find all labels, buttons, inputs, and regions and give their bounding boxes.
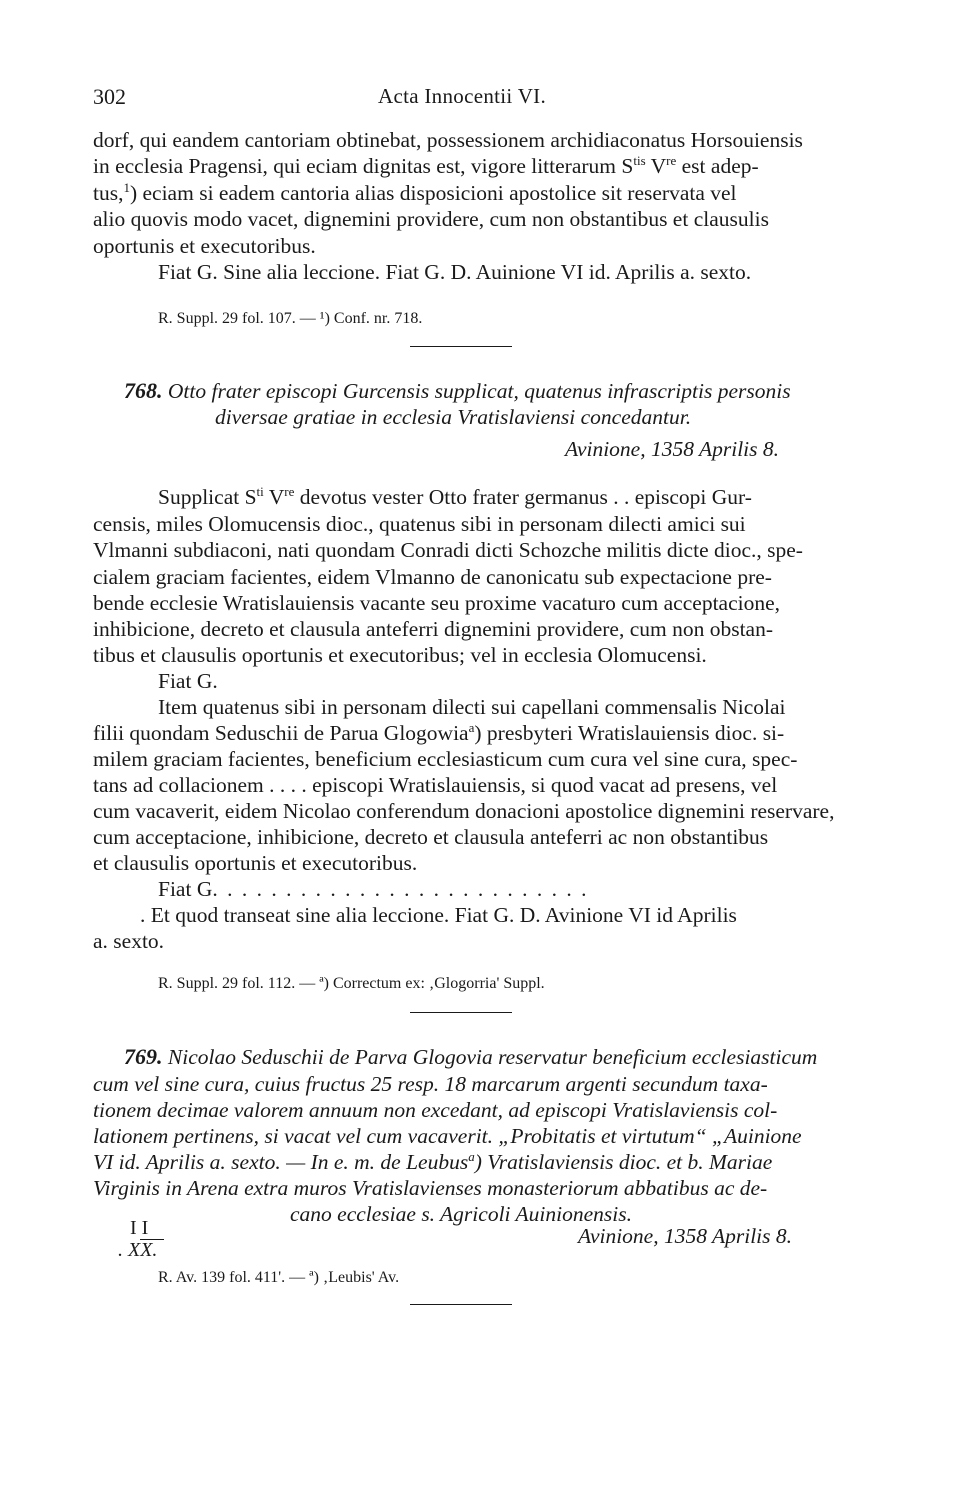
text-segment: devotus vester Otto frater germanus . . episcopi Gur- [294, 485, 752, 509]
text-line: milem graciam facientes, beneficium ecclesiasticum cum cura vel sine cura, spec- [93, 747, 798, 771]
text-segment: filii quondam Seduschii de Parua Glogowia [93, 721, 469, 745]
page-number: 302 [93, 84, 126, 109]
entry-number: 768. [124, 378, 163, 403]
text-line [93, 180, 737, 206]
text-segment: Fiat G [158, 877, 213, 901]
text-segment: V [645, 154, 667, 178]
footnote: R. Suppl. 29 fol. 107. — ¹) Conf. nr. 718. [158, 310, 423, 327]
footnote: R. Suppl. 29 fol. 112. — ª) Correctum ex: ‚Glogorria' Suppl. [158, 975, 545, 992]
entry-summary: cano ecclesiae s. Agricoli Auinionensis. [290, 1202, 632, 1226]
footnote-marker: 1 [123, 179, 130, 195]
text-line: censis, miles Olomucensis dioc., quatenus sibi in personam dilecti amici sui [93, 512, 746, 536]
text-segment: VI id. Aprilis a. sexto. — In e. m. de Leubus [93, 1150, 469, 1174]
entry-summary: Virginis in Arena extra muros Vratislavienses monasteriorum abbatibus ac de- [93, 1176, 768, 1200]
text-segment: in ecclesia Pragensi, qui eciam dignitas est, vigore litterarum S [93, 154, 634, 178]
dot-leader: . . . . . . . . . . . . . . . . . . . . . . . . . . [212, 877, 589, 901]
text-segment: V [263, 485, 285, 509]
entry-summary: Nicolao Seduschii de Parva Glogovia reservatur beneficium ecclesiasticum [167, 1045, 818, 1069]
entry-summary: cum vel sine cura, cuius fructus 25 resp. 18 marcarum argenti secundum taxa- [93, 1072, 768, 1096]
text-segment: est adep- [676, 154, 759, 178]
text-line [93, 720, 784, 746]
text-line: . Et quod transeat sine alia leccione. Fiat G. D. Avinione VI id Aprilis [140, 903, 737, 927]
dateline: Avinione, 1358 Aprilis 8. [565, 437, 780, 461]
text-line: Vlmanni subdiaconi, nati quondam Conradi dicti Schozche militis dicte dioc., spe- [93, 538, 803, 562]
footnote-marker: a [468, 1148, 475, 1164]
text-line: oportunis et executoribus. [93, 234, 316, 258]
running-title: Acta Innocentii VI. [378, 84, 547, 108]
text-line: bende ecclesie Wratislauiensis vacante seu proxime vacaturo cum acceptacione, [93, 591, 781, 615]
text-segment: ) presbyteri Wratislauiensis dioc. si- [474, 721, 785, 745]
divider-rule [410, 1012, 512, 1013]
superscript: ti [256, 483, 264, 499]
text-line [158, 484, 752, 510]
text-line [93, 153, 759, 179]
text-line: Item quatenus sibi in personam dilecti sui capellani commensalis Nicolai [158, 695, 786, 719]
footnote: R. Av. 139 fol. 411'. — ª) ‚Leubis' Av. [158, 1269, 400, 1286]
superscript: re [666, 152, 677, 168]
text-line: tans ad collacionem . . . . episcopi Wratislauiensis, si quod vacat ad presens, vel [93, 773, 778, 797]
text-line: et clausulis oportunis et executoribus. [93, 851, 418, 875]
text-segment: ) Vratislaviensis dioc. et b. Mariae [474, 1150, 773, 1174]
text-line: dorf, qui eandem cantoriam obtinebat, possessionem archidiaconatus Horsouiensis [93, 128, 803, 152]
entry-heading [124, 1044, 817, 1070]
entry-summary: diversae gratiae in ecclesia Vratislaviensi concedantur. [215, 405, 692, 429]
text-line: a. sexto. [93, 929, 165, 953]
entry-summary: tionem decimae valorem annuum non excedant, ad episcopi Vratislaviensis col- [93, 1098, 778, 1122]
text-line: cum acceptacione, inhibicione, decreto et clausula anteferri ac non obstantibus [93, 825, 769, 849]
divider-rule [410, 346, 512, 347]
text-segment: Supplicat S [158, 485, 257, 509]
entry-summary: Otto frater episcopi Gurcensis supplicat, quatenus infrascriptis personis [167, 379, 791, 403]
text-line: Fiat G. [158, 669, 218, 693]
text-line: alio quovis modo vacet, dignemini providere, cum non obstantibus et clausulis [93, 207, 769, 231]
text-line [158, 876, 588, 902]
register-mark: I I [130, 1217, 149, 1239]
text-line: Fiat G. Sine alia leccione. Fiat G. D. Auinione VI id. Aprilis a. sexto. [158, 260, 752, 284]
entry-number: 769. [124, 1044, 163, 1069]
text-segment: tus, [93, 181, 124, 205]
footnote-marker: a [468, 719, 475, 735]
text-line: inhibicione, decreto et clausula anteferri dignemini providere, cum non obstan- [93, 617, 774, 641]
entry-summary: lationem pertinens, si vacat vel cum vacaverit. „Probitatis et virtutum“ „Auinione [93, 1124, 802, 1148]
superscript: re [284, 483, 295, 499]
text-segment: ) eciam si eadem cantoria alias disposicioni apostolice sit reservata vel [129, 181, 737, 205]
register-mark: . XX. [118, 1239, 158, 1261]
superscript: tis [633, 152, 646, 168]
entry-summary [93, 1149, 772, 1175]
dateline: Avinione, 1358 Aprilis 8. [578, 1224, 793, 1248]
entry-heading [124, 378, 791, 404]
text-line: cialem graciam facientes, eidem Vlmanno de canonicatu sub expectacione pre- [93, 565, 772, 589]
text-line: tibus et clausulis oportunis et executoribus; vel in ecclesia Olomucensi. [93, 643, 707, 667]
divider-rule [410, 1304, 512, 1305]
text-line: cum vacaverit, eidem Nicolao conferendum donacioni apostolice dignemini reservare, [93, 799, 835, 823]
